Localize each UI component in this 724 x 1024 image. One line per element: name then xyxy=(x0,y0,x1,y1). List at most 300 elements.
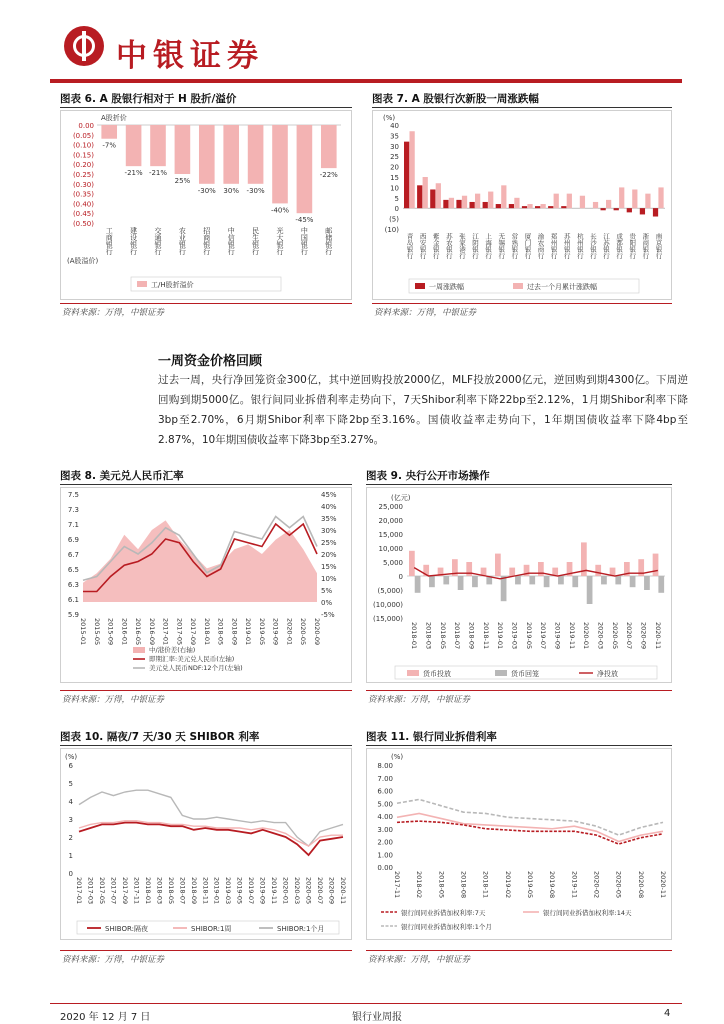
fig6-data-label: -7% xyxy=(102,141,117,150)
fig11-xtick: 2018-08 xyxy=(459,871,468,899)
fig8-ytick-right: 35% xyxy=(321,515,337,523)
fig9-ytick: 5,000 xyxy=(382,559,403,567)
fig10-xtick: 2018-07 xyxy=(178,877,187,905)
fig8-source-rule xyxy=(60,690,352,691)
fig11-xtick: 2017-11 xyxy=(393,871,401,899)
fig7-ytick: 0 xyxy=(394,205,399,214)
fig10-ytick: 5 xyxy=(68,780,73,788)
fig7-ytick: 5 xyxy=(394,194,399,203)
fig7-bar-month xyxy=(436,183,441,208)
fig11-xtick: 2019-05 xyxy=(526,871,534,899)
fig8-xtick: 2017-05 xyxy=(175,618,184,646)
fig6-data-label: 30% xyxy=(223,186,239,195)
fig7-xtick: 紫金银行 xyxy=(431,233,440,259)
fig8-chart-frame xyxy=(60,487,352,683)
fig10-xtick: 2017-01 xyxy=(75,877,83,905)
fig7-ytick: 15 xyxy=(390,174,399,182)
fig10-ytick: 1 xyxy=(68,852,73,860)
fig7-ytick: 25 xyxy=(390,153,399,162)
fig10-xtick: 2019-01 xyxy=(212,877,221,905)
fig11-ytick: 7.00 xyxy=(377,774,393,783)
fig9-bar-injection xyxy=(653,554,659,576)
fig6-source-rule xyxy=(60,303,352,304)
fig10-xtick: 2018-09 xyxy=(189,877,198,905)
fig11-unit: (%) xyxy=(391,753,404,761)
fig10-xtick: 2019-11 xyxy=(270,877,279,905)
fig6-rule xyxy=(60,107,352,108)
fig8-ytick-right: 25% xyxy=(321,539,337,547)
fig8-ytick-right: 45% xyxy=(321,491,337,499)
fig8-ytick-right: 5% xyxy=(321,587,333,595)
fig9-xtick: 2019-11 xyxy=(567,622,576,650)
fig11-ytick: 1.00 xyxy=(377,851,393,860)
fig6-title: 图表 6. A 股银行相对于 H 股折/溢价 xyxy=(60,93,237,105)
fig11-source: 资料来源：万得，中银证券 xyxy=(368,955,471,965)
fig6-data-label: -21% xyxy=(124,169,143,178)
fig9-legend-swatch xyxy=(407,670,419,676)
fig6-bar xyxy=(126,125,142,166)
fig10-legend-label: SHIBOR:1周 xyxy=(191,925,232,933)
fig8-legend-label: 即期汇率:美元兑人民币(左轴) xyxy=(149,655,235,663)
fig10-xtick: 2017-05 xyxy=(97,877,106,905)
fig9-xtick: 2018-07 xyxy=(453,622,462,650)
fig9-xtick: 2018-01 xyxy=(410,622,419,650)
fig8-ytick-right: 30% xyxy=(321,527,337,535)
fig10-ytick: 2 xyxy=(68,834,73,842)
fig10-xtick: 2019-07 xyxy=(247,877,256,905)
fig7-bar-week xyxy=(417,185,422,208)
fig8-xtick: 2020-01 xyxy=(285,618,294,646)
fig6-ytick: (0.20) xyxy=(72,161,94,170)
fig10-legend-label: SHIBOR:隔夜 xyxy=(105,925,148,933)
fig7-bar-month xyxy=(606,200,611,208)
fig9-chart-frame xyxy=(366,487,672,683)
fig8-ytick-right: 0% xyxy=(321,599,333,607)
fig11-xtick: 2020-05 xyxy=(614,871,623,899)
fig9-line-net xyxy=(414,568,658,579)
fig6-bar xyxy=(101,125,117,139)
fig7-xtick: 张家港行 xyxy=(457,233,466,259)
fig11-ytick: 4.00 xyxy=(377,813,393,821)
fig7-xtick: 厦门银行 xyxy=(523,233,532,259)
fig9-ytick: 0 xyxy=(398,573,403,581)
fig7-xtick: 青岛银行 xyxy=(405,233,414,259)
fig9-xtick: 2020-09 xyxy=(639,622,648,650)
fig6-ytick: (0.45) xyxy=(72,210,94,219)
fig6-ytick: (0.25) xyxy=(72,171,94,179)
fig10-xtick: 2017-07 xyxy=(109,877,118,905)
fig7-ytick: (10) xyxy=(384,226,399,234)
fig8-xtick: 2015-05 xyxy=(92,618,101,646)
fig7-ytick: (5) xyxy=(389,215,399,224)
fig7-bar-week xyxy=(653,208,658,216)
fig7-chart xyxy=(373,111,671,299)
fig7-xtick: 长沙银行 xyxy=(588,233,597,259)
fig11-xtick: 2019-11 xyxy=(570,871,579,899)
fig10-xtick: 2020-05 xyxy=(304,877,313,905)
fig7-chart-frame xyxy=(372,110,672,300)
fig8-ytick-right: -5% xyxy=(321,611,335,619)
fig11-ytick: 2.00 xyxy=(377,838,393,847)
fig10-rule xyxy=(60,745,352,746)
fig7-bar-week xyxy=(522,206,527,208)
fig8-ytick-left: 6.1 xyxy=(67,596,79,604)
fig9-xtick: 2019-05 xyxy=(524,622,533,650)
fig8-xtick: 2015-01 xyxy=(79,618,87,646)
fig8-xtick: 2015-09 xyxy=(106,618,115,646)
fig9-xtick: 2020-05 xyxy=(610,622,619,650)
fig7-legend-month: 过去一个月累计涨跌幅 xyxy=(527,283,597,291)
fig9-bar-withdrawal xyxy=(458,576,464,590)
fig10-xtick: 2018-03 xyxy=(155,877,164,905)
section-paragraph: 过去一周，央行净回笼资金300亿，其中逆回购投放2000亿，MLF投放2000亿元，逆回购到期4300亿。下周逆回购到期5000亿。银行间同业拆借利率走势向下，7天Shibor利率下降22bp至2.12%，1月期Shibor利率下降3bp至2.70%，6月期Shibor利率下降2bp至3.16%。国债收益率走势向下，1年期国债收益率下降4bp至2.87%，10年期国债收益率下降3bp至3.27%。 xyxy=(158,374,688,446)
fig7-xtick: 郑州银行 xyxy=(549,233,558,259)
fig10-xtick: 2017-09 xyxy=(120,877,129,905)
fig8-xtick: 2016-01 xyxy=(120,618,129,646)
fig9-bar-withdrawal xyxy=(515,576,521,584)
fig7-bar-week xyxy=(640,208,645,214)
fig9-bar-injection xyxy=(495,554,501,576)
fig9-ytick: (15,000) xyxy=(373,615,403,623)
fig8-xtick: 2020-05 xyxy=(299,618,308,646)
fig9-xtick: 2018-03 xyxy=(424,622,433,650)
fig11-chart-frame xyxy=(366,748,672,940)
fig9-legend-swatch xyxy=(495,670,507,676)
fig9-bar-withdrawal xyxy=(558,576,564,584)
fig6-bar xyxy=(297,125,313,213)
fig6-bar xyxy=(223,125,239,184)
fig8-xtick: 2017-09 xyxy=(189,618,198,646)
fig11-line-14d xyxy=(397,813,663,841)
fig8-legend-label: 美元兑人民币NDF:12个月(左轴) xyxy=(149,664,243,672)
fig6-bar xyxy=(175,125,191,174)
fig11-legend-label: 银行间同业拆借加权利率:14天 xyxy=(543,909,632,917)
fig7-xtick: 西安银行 xyxy=(418,233,427,259)
fig10-xtick: 2019-03 xyxy=(224,877,233,905)
fig11-legend-label: 银行间同业拆借加权利率:1个月 xyxy=(401,923,492,931)
fig10-source-rule xyxy=(60,950,352,951)
fig7-bar-month xyxy=(514,198,519,208)
fig8-ytick-right: 15% xyxy=(321,563,337,571)
fig8-xtick: 2018-09 xyxy=(230,618,239,646)
fig11-xtick: 2020-08 xyxy=(636,871,645,899)
fig6-xtick: 农业银行 xyxy=(178,227,187,255)
fig8-chart xyxy=(61,488,351,682)
fig6-bar xyxy=(321,125,337,168)
fig7-bar-week xyxy=(496,204,501,208)
fig10-ytick: 0 xyxy=(68,870,73,878)
fig9-bar-withdrawal xyxy=(572,576,578,587)
fig6-ytick: 0.00 xyxy=(78,122,94,130)
fig7-bar-month xyxy=(541,204,546,208)
fig7-bar-month xyxy=(462,196,467,208)
fig6-ytick: (0.10) xyxy=(72,141,94,150)
fig6-bar xyxy=(199,125,215,184)
fig7-unit: (%) xyxy=(383,114,396,122)
fig9-bar-injection xyxy=(538,562,544,576)
fig6-ytick: (0.05) xyxy=(72,131,94,140)
fig9-bar-withdrawal xyxy=(529,576,535,584)
fig10-xtick: 2019-09 xyxy=(258,877,267,905)
fig6-chart-frame xyxy=(60,110,352,300)
fig6-xtick: 建设银行 xyxy=(129,227,138,255)
fig11-xtick: 2020-02 xyxy=(592,871,601,899)
fig6-xtick: 招商银行 xyxy=(202,227,211,255)
fig7-legend-swatch-week xyxy=(415,283,425,289)
fig11-xtick: 2018-02 xyxy=(415,871,424,899)
fig8-ytick-left: 6.3 xyxy=(67,581,79,589)
fig7-bar-week xyxy=(627,208,632,212)
fig6-xtick: 民生银行 xyxy=(251,227,260,255)
fig9-xtick: 2020-11 xyxy=(653,622,662,650)
fig6-data-label: -30% xyxy=(197,186,216,195)
fig7-bar-week xyxy=(470,202,475,208)
fig6-ytick: (0.50) xyxy=(72,220,94,228)
fig7-source-rule xyxy=(372,303,672,304)
fig8-ytick-left: 6.9 xyxy=(67,536,79,544)
fig9-bar-injection xyxy=(595,565,601,576)
fig9-source-rule xyxy=(366,690,672,691)
fig10-xtick: 2020-09 xyxy=(327,877,336,905)
footer-date: 2020 年 12 月 7 日 xyxy=(60,1012,151,1023)
fig6-data-label: -21% xyxy=(148,169,168,178)
section-title: 一周资金价格回顾 xyxy=(158,354,263,369)
fig8-ytick-right: 40% xyxy=(321,503,337,511)
fig7-bar-month xyxy=(645,194,650,209)
fig6-ytick: (0.15) xyxy=(72,151,94,160)
fig9-rule xyxy=(366,484,672,485)
fig7-bar-month xyxy=(593,202,598,208)
fig8-xtick: 2019-09 xyxy=(271,618,280,646)
fig7-bar-month xyxy=(527,204,532,208)
fig8-ytick-left: 7.3 xyxy=(67,506,79,514)
fig6-ytick: (0.30) xyxy=(72,180,94,189)
fig9-chart xyxy=(367,488,671,682)
fig8-legend-label: 中/港价差(右轴) xyxy=(149,646,196,654)
fig10-xtick: 2017-03 xyxy=(86,877,95,905)
fig7-xtick: 江阴银行 xyxy=(471,233,480,259)
fig6-source: 资料来源：万得，中银证券 xyxy=(62,308,165,318)
fig7-bar-month xyxy=(423,177,428,208)
fig7-title: 图表 7. A 股银行次新股一周涨跌幅 xyxy=(372,93,539,105)
fig9-ytick: 20,000 xyxy=(378,517,403,525)
fig8-xtick: 2020-09 xyxy=(313,618,321,646)
fig11-chart xyxy=(367,749,671,939)
fig7-bar-week xyxy=(614,208,619,210)
fig6-legend-swatch xyxy=(137,281,147,287)
fig8-ytick-left: 7.1 xyxy=(67,521,79,529)
fig6-data-label: -30% xyxy=(246,186,265,195)
fig7-rule xyxy=(372,107,672,108)
fig7-xtick: 成都银行 xyxy=(615,233,624,259)
fig7-bar-month xyxy=(449,198,454,208)
fig7-xtick: 南京银行 xyxy=(654,233,663,259)
fig11-xtick: 2018-05 xyxy=(437,871,446,899)
fig6-ytick: (0.35) xyxy=(72,190,94,199)
fig10-xtick: 2020-11 xyxy=(339,877,347,905)
fig9-legend-label: 净投放 xyxy=(597,670,618,678)
fig9-xtick: 2018-09 xyxy=(467,622,476,650)
fig6-data-label: -45% xyxy=(295,216,314,225)
fig11-ytick: 5.00 xyxy=(377,800,393,809)
fig6-ytick: (0.40) xyxy=(72,200,94,209)
fig10-xtick: 2019-05 xyxy=(235,877,244,905)
fig6-xtick: 中信银行 xyxy=(227,227,236,255)
fig8-legend-swatch xyxy=(133,647,145,653)
fig9-ytick: (10,000) xyxy=(373,601,403,609)
fig11-ytick: 6.00 xyxy=(377,787,393,796)
fig10-chart xyxy=(61,749,351,939)
fig7-xtick: 浙商银行 xyxy=(641,233,650,259)
fig9-bar-injection xyxy=(509,568,515,576)
fig6-xtick: 交通银行 xyxy=(154,227,162,255)
fig6-chart xyxy=(61,111,351,299)
fig8-ytick-right: 10% xyxy=(321,575,337,583)
fig6-legend-label: 工/H股折溢价 xyxy=(151,281,194,289)
fig9-bar-withdrawal xyxy=(601,576,607,584)
fig7-bar-month xyxy=(410,131,415,208)
fig7-bar-month xyxy=(580,196,585,208)
fig10-xtick: 2017-11 xyxy=(132,877,141,905)
fig7-ytick: 30 xyxy=(390,142,399,151)
fig7-bar-week xyxy=(483,202,488,208)
fig8-xtick: 2017-01 xyxy=(161,618,170,646)
fig7-ytick: 35 xyxy=(390,132,399,141)
footer-rule xyxy=(50,1003,682,1004)
fig9-ytick: (5,000) xyxy=(377,587,403,595)
fig11-ytick: 3.00 xyxy=(377,825,393,834)
fig9-bar-withdrawal xyxy=(472,576,478,587)
fig6-xtick: 邮储银行 xyxy=(324,227,333,255)
fig7-legend-week: 一周涨跌幅 xyxy=(429,283,464,291)
fig7-bar-month xyxy=(619,187,624,208)
fig9-bar-withdrawal xyxy=(544,576,550,587)
fig8-ytick-left: 7.5 xyxy=(67,491,79,499)
fig7-bar-week xyxy=(548,206,553,208)
fig10-xtick: 2018-11 xyxy=(201,877,210,905)
fig8-ytick-left: 5.9 xyxy=(67,611,79,619)
fig7-xtick: 上海银行 xyxy=(484,233,493,259)
fig9-ytick: 25,000 xyxy=(378,503,403,511)
fig11-xtick: 2018-11 xyxy=(481,871,490,899)
fig9-xtick: 2019-03 xyxy=(510,622,519,650)
fig7-bar-week xyxy=(443,200,448,208)
fig8-ytick-left: 6.5 xyxy=(67,566,79,574)
fig7-xtick: 苏农银行 xyxy=(444,233,453,259)
fig10-unit: (%) xyxy=(65,753,78,761)
fig10-ytick: 6 xyxy=(68,762,73,770)
fig6-xtick: 光大银行 xyxy=(276,227,284,255)
fig11-title: 图表 11. 银行同业拆借利率 xyxy=(366,731,497,743)
fig11-xtick: 2019-02 xyxy=(503,871,512,899)
fig9-source: 资料来源：万得，中银证券 xyxy=(368,695,471,705)
fig7-xtick: 渝农商行 xyxy=(536,233,545,259)
fig9-bar-injection xyxy=(409,551,415,576)
fig9-bar-withdrawal xyxy=(501,576,507,601)
fig7-bar-week xyxy=(509,204,514,208)
fig9-xtick: 2020-07 xyxy=(625,622,634,650)
fig9-xtick: 2020-03 xyxy=(596,622,605,650)
fig10-xtick: 2020-07 xyxy=(316,877,325,905)
fig7-xtick: 苏州银行 xyxy=(562,233,571,259)
fig8-xtick: 2016-05 xyxy=(134,618,143,646)
fig9-bar-withdrawal xyxy=(587,576,593,604)
fig8-xtick: 2016-09 xyxy=(147,618,156,646)
fig6-xtick: 工商银行 xyxy=(105,227,114,255)
fig6-xtick: 中国银行 xyxy=(300,227,309,255)
fig9-xtick: 2018-05 xyxy=(438,622,447,650)
fig7-xtick: 无锡银行 xyxy=(497,233,506,259)
fig7-bar-month xyxy=(658,187,663,208)
fig10-line-1m xyxy=(79,790,343,846)
fig10-xtick: 2018-01 xyxy=(143,877,152,905)
fig8-rule xyxy=(60,484,352,485)
fig9-ytick: 10,000 xyxy=(378,545,403,553)
fig11-source-rule xyxy=(366,950,672,951)
fig8-area-spread xyxy=(83,520,317,602)
fig6-data-label: 25% xyxy=(174,177,191,185)
fig9-bar-injection xyxy=(466,562,472,576)
fig8-ytick-right: 20% xyxy=(321,551,337,559)
footer-report-name: 银行业周报 xyxy=(352,1012,402,1023)
fig7-bar-month xyxy=(554,194,559,209)
fig7-bar-week xyxy=(601,208,606,210)
fig9-xtick: 2018-11 xyxy=(481,622,490,650)
fig10-title: 图表 10. 隔夜/7 天/30 天 SHIBOR 利率 xyxy=(60,731,260,743)
fig6-data-label: -40% xyxy=(270,206,290,215)
fig11-ytick: 8.00 xyxy=(377,762,393,770)
brand-name: 中银证券 xyxy=(116,38,264,74)
fig7-source: 资料来源：万得，中银证券 xyxy=(374,308,477,318)
fig9-bar-withdrawal xyxy=(615,576,621,584)
fig8-xtick: 2018-01 xyxy=(202,618,211,646)
fig10-ytick: 3 xyxy=(68,816,73,824)
fig7-bar-month xyxy=(567,194,572,209)
fig11-xtick: 2020-11 xyxy=(659,871,667,899)
fig7-xtick: 贵阳银行 xyxy=(628,233,637,259)
fig7-ytick: 10 xyxy=(390,184,399,193)
fig9-legend-label: 货币回笼 xyxy=(511,670,539,678)
fig6-bar xyxy=(150,125,166,166)
fig8-xtick: 2019-01 xyxy=(244,618,253,646)
fig6-series-label: A股折价 xyxy=(101,114,127,122)
fig7-ytick: 40 xyxy=(390,122,399,130)
fig10-legend-label: SHIBOR:1个月 xyxy=(277,925,325,933)
fig8-ytick-left: 6.7 xyxy=(67,551,79,559)
fig9-legend-label: 货币投放 xyxy=(423,670,451,678)
fig7-ytick: 20 xyxy=(390,163,399,172)
fig9-ytick: 15,000 xyxy=(378,531,403,539)
fig6-bar xyxy=(248,125,264,184)
fig9-bar-withdrawal xyxy=(630,576,636,587)
fig9-xtick: 2020-01 xyxy=(582,622,591,650)
fig10-xtick: 2018-05 xyxy=(166,877,175,905)
fig11-ytick: 0.00 xyxy=(377,864,393,872)
fig9-bar-withdrawal xyxy=(658,576,664,593)
fig7-bar-week xyxy=(456,200,461,208)
page-header xyxy=(0,0,724,86)
fig10-chart-frame xyxy=(60,748,352,940)
fig9-unit: (亿元) xyxy=(391,494,411,502)
boc-logo-icon xyxy=(64,26,104,66)
page-number: 4 xyxy=(664,1008,671,1019)
fig9-xtick: 2019-07 xyxy=(539,622,548,650)
fig8-xtick: 2019-05 xyxy=(257,618,266,646)
fig8-source: 资料来源：万得，中银证券 xyxy=(62,695,165,705)
fig9-xtick: 2019-01 xyxy=(496,622,505,650)
fig9-bar-withdrawal xyxy=(429,576,435,587)
fig9-bar-withdrawal xyxy=(644,576,650,590)
